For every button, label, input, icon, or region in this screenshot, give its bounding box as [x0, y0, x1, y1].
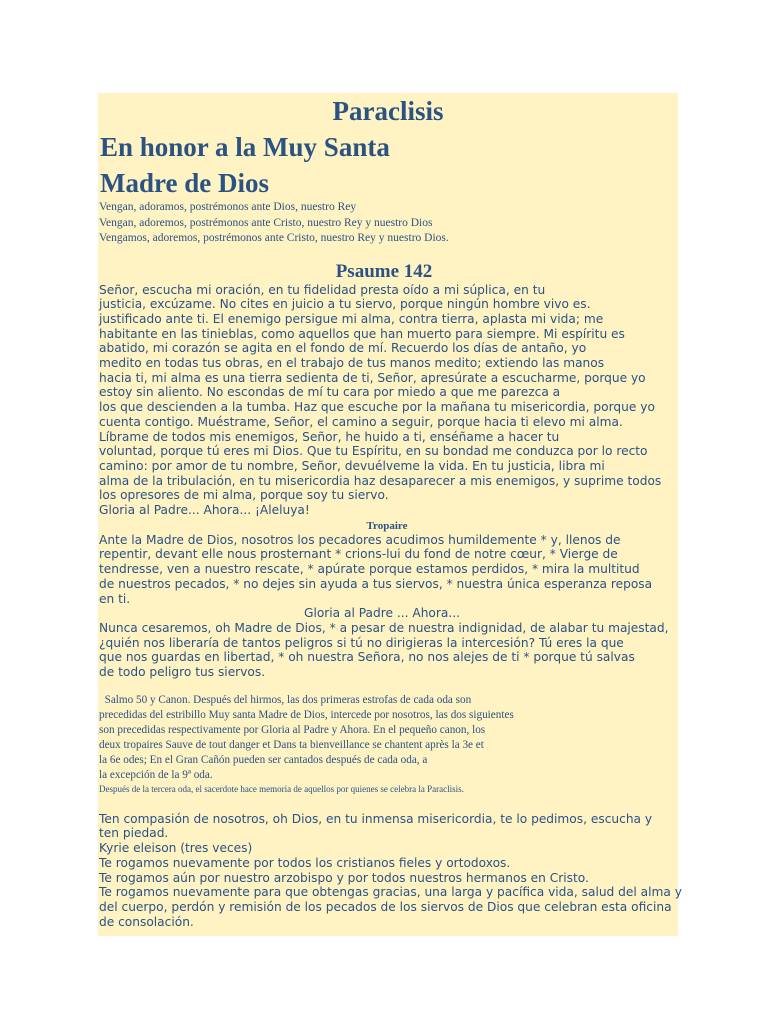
litany-line: Te rogamos nuevamente por todos los cristianos fieles y ortodoxos.: [99, 855, 511, 870]
psalm-line: Líbrame de todos mis enemigos, Señor, he huido a ti, enséñame a hacer tu: [99, 429, 560, 444]
tropaire-line: repentir, devant elle nous prosternant * crions-lui du fond de notre cœur, * Vierge de: [99, 547, 618, 562]
psalm-line: habitante en las tinieblas, como aquellos que han muerto para siempre. Mi espíritu es: [99, 326, 625, 341]
psalm-heading: Psaume 142: [335, 260, 433, 282]
tropaire-text: [99, 533, 678, 607]
theotokion-line: ¿quién nos liberaría de tantos peligros si tú no dirigieras la intercesión? Tú eres la que: [99, 635, 624, 650]
rubric-line: la excepción de la 9ª oda.: [99, 768, 213, 781]
rubric-note: Después de la tercera oda, el sacerdote hace memoria de aquellos por quienes se celebra la Paraclisis.: [99, 783, 464, 794]
tropaire-line: en ti.: [99, 591, 131, 606]
gloria-aleluya: Gloria al Padre... Ahora... ¡Aleluya!: [99, 503, 310, 518]
litany-line: del cuerpo, perdón y remisión de los pecados de los siervos de Dios que celebran esta oficina: [99, 900, 672, 914]
litany-line: de consolación.: [99, 914, 194, 929]
document-page: [98, 93, 682, 936]
tropaire-heading: Tropaire: [366, 519, 408, 532]
psalm-line: abatido, mi corazón se agita en el fondo de mí. Recuerdo los días de antaño, yo: [99, 341, 587, 356]
psalm-line: Señor, escucha mi oración, en tu fidelidad presta oído a mi súplica, en tu: [99, 282, 546, 297]
psalm-line: hacia ti, mi alma es una tierra sedienta de ti, Señor, apresúrate a escucharme, porque yo: [99, 370, 646, 385]
title-block: [100, 93, 678, 201]
tropaire-line: tendresse, ven a nuestro rescate, * apúrate porque estamos perdidos, * mira la multitud: [99, 562, 640, 577]
theotokion-line: que nos guardas en libertad, * oh nuestra Señora, no nos alejes de ti * porque tú salvas: [99, 650, 635, 665]
page-title: Paraclisis: [332, 96, 444, 126]
psalm-line: estoy sin aliento. No escondas de mí tu cara por miedo a que me parezca a: [99, 385, 561, 400]
psalm-line: justicia, excúzame. No cites en juicio a tu siervo, porque ningún hombre vivo es.: [99, 297, 591, 312]
tropaire-line: Ante la Madre de Dios, nosotros los pecadores acudimos humildemente * y, llenos de: [99, 532, 621, 547]
psalm-line: justificado ante ti. El enemigo persigue mi alma, contra tierra, aplasta mi vida; me: [99, 311, 604, 326]
psalm-line: medito en todas tus obras, en el trabajo de tus manos medito; extiendo las manos: [99, 356, 605, 371]
psalm-line: voluntad, porque tú eres mi Dios. Que tu Espíritu, en su bondad me conduzca por lo recto: [99, 444, 648, 459]
invitatory-line: Vengamos, adoremos, postrémonos ante Cristo, nuestro Rey y nuestro Dios.: [99, 232, 449, 244]
tropaire-line: de nuestros pecados, * no dejes sin ayuda a tus siervos, * nuestra única esperanza reposa: [99, 576, 653, 591]
litany-line: ten piedad.: [99, 826, 169, 841]
page-subtitle-line-2: Madre de Dios: [100, 168, 269, 198]
litany-line: Te rogamos nuevamente para que obtengas gracias, una larga y pacífica vida, salud del alma y: [99, 885, 682, 900]
invitatory-line: Vengan, adoremos, postrémonos ante Cristo, nuestro Rey y nuestro Dios: [99, 216, 433, 229]
invitatory: [99, 200, 678, 247]
psalm-line: cuenta contigo. Muéstrame, Señor, el camino a seguir, porque hacia ti elevo mi alma.: [99, 414, 623, 429]
theotokion-line: de todo peligro tus siervos.: [99, 665, 266, 680]
litany-line: Ten compasión de nosotros, oh Dios, en tu inmensa misericordia, te lo pedimos, escucha y: [99, 811, 653, 826]
psalm-line: alma de la tribulación, en tu misericordia haz desaparecer a mis enemigos, y suprime todos: [99, 473, 662, 488]
rubric: [99, 693, 678, 796]
invitatory-line: Vengan, adoramos, postrémonos ante Dios, nuestro Rey: [99, 201, 357, 213]
theotokion-line: Nunca cesaremos, oh Madre de Dios, * a pesar de nuestra indignidad, de alabar tu majestad,: [99, 620, 669, 635]
rubric-line: deux tropaires Sauve de tout danger et Dans ta bienveillance se chantent après la 3e et: [99, 738, 484, 751]
litany-text: [99, 811, 682, 930]
psalm-text: [99, 283, 678, 518]
rubric-line: son precedidas respectivamente por Gloria al Padre y Ahora. En el pequeño canon, los: [99, 723, 486, 736]
litany-line: Te rogamos aún por nuestro arzobispo y por todos nuestros hermanos en Cristo.: [99, 870, 589, 885]
litany-line: Kyrie eleison (tres veces): [99, 841, 253, 856]
psalm-line: los opresores de mi alma, porque soy tu siervo.: [99, 488, 389, 503]
psalm-line: los que descienden a la tumba. Haz que escuche por la mañana tu misericordia, porque yo: [99, 400, 655, 415]
rubric-line: precedidas del estribillo Muy santa Madre de Dios, intercede por nosotros, las dos siguientes: [99, 708, 514, 721]
rubric-line: la 6e odes; En el Gran Cañón pueden ser cantados después de cada oda, a: [99, 753, 428, 766]
psalm-line: camino: por amor de tu nombre, Señor, devuélveme la vida. En tu justicia, libra mi: [99, 458, 605, 473]
rubric-line: Salmo 50 y Canon. Después del hirmos, las dos primeras estrofas de cada oda son: [99, 693, 472, 706]
page-subtitle-line-1: En honor a la Muy Santa: [100, 132, 390, 162]
gloria-line: Gloria al Padre ... Ahora...: [304, 606, 460, 621]
theotokion-text: [99, 621, 678, 680]
